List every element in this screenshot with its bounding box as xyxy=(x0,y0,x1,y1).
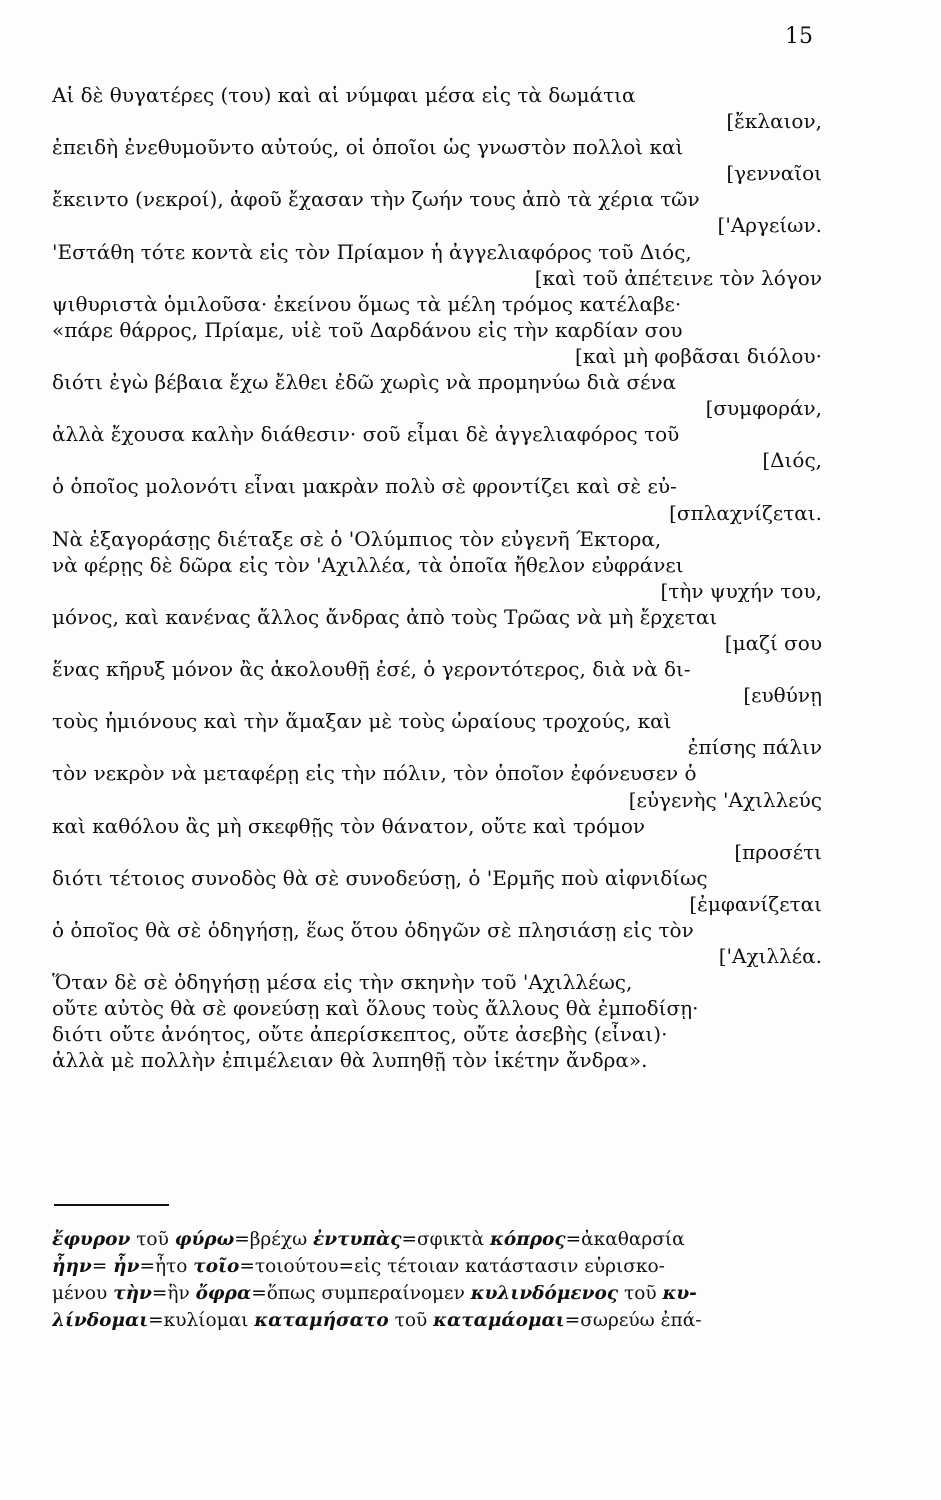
verse-continuation xyxy=(52,396,822,422)
verse-text: διότι οὔτε ἀνόητος, οὔτε ἀπερίσκεπτος, οὔτε ἀσεβὴς (εἶναι)· xyxy=(52,1022,668,1047)
glossary-term: ἦην xyxy=(52,1256,92,1277)
glossary-line xyxy=(52,1307,822,1334)
page-number: 15 xyxy=(785,24,813,49)
verse-line xyxy=(52,918,822,944)
verse-text: ἕνας κῆρυξ μόνον ἂς ἀκολουθῇ ἐσέ, ὁ γεροντότερος, διὰ νὰ δι- xyxy=(52,657,691,682)
verse-overflow-text: [ἐμφανίζεται xyxy=(689,891,822,916)
verse-line xyxy=(52,657,822,683)
verse-line xyxy=(52,970,822,996)
glossary-term: κυλινδόμενος xyxy=(470,1283,619,1304)
verse-text: ἀλλὰ μὲ πολλὴν ἐπιμέλειαν θὰ λυπηθῇ τὸν ἱκέτην ἄνδρα». xyxy=(52,1048,648,1073)
verse-continuation xyxy=(52,944,822,970)
glossary-term: ἐντυπὰς xyxy=(313,1229,402,1250)
verse-text: διότι τέτοιος συνοδὸς θὰ σὲ συνοδεύσῃ, ὁ 'Ερμῆς ποὺ αἰφνιδίως xyxy=(52,865,708,890)
glossary-term: ἔφυρον xyxy=(52,1229,131,1250)
glossary-definition: =τοιούτου=εἰς τέτοιαν κατάστασιν εὑρισκο- xyxy=(239,1256,665,1277)
glossary-definition: =ἀκαθαρσία xyxy=(565,1229,685,1250)
glossary-term: κυ- xyxy=(662,1283,697,1304)
verse-text: τοὺς ἡμιόνους καὶ τὴν ἅμαξαν μὲ τοὺς ὡραίους τροχούς, καὶ xyxy=(52,709,672,734)
verse-overflow-text: [ευθύνῃ xyxy=(743,683,822,708)
verse-continuation xyxy=(52,213,822,239)
verse-continuation xyxy=(52,161,822,187)
glossary-definition: =σωρεύω ἐπά- xyxy=(564,1310,702,1331)
verse-text: «πάρε θάρρος, Πρίαμε, υἱὲ τοῦ Δαρδάνου εἰς τὴν καρδίαν σου xyxy=(52,317,683,342)
glossary-term: φύρω xyxy=(174,1229,235,1250)
glossary-footnote xyxy=(52,1226,822,1334)
verse-text: ἔκειντο (νεκροί), ἀφοῦ ἔχασαν τὴν ζωήν τους ἀπὸ τὰ χέρια τῶν xyxy=(52,187,700,212)
verse-continuation xyxy=(52,266,822,292)
glossary-definition: = xyxy=(91,1256,114,1277)
verse-line xyxy=(52,605,822,631)
verse-text: διότι ἐγὼ βέβαια ἔχω ἔλθει ἐδῶ χωρὶς νὰ προμηνύω διὰ σένα xyxy=(52,370,677,395)
verse-text: Αἱ δὲ θυγατέρες (του) καὶ αἱ νύμφαι μέσα εἰς τὰ δωμάτια xyxy=(52,83,636,107)
glossary-definition: =ἣν xyxy=(151,1283,196,1304)
glossary-definition: =βρέχω xyxy=(234,1229,314,1250)
verse-line xyxy=(52,1022,822,1048)
verse-continuation xyxy=(52,788,822,814)
verse-continuation xyxy=(52,448,822,474)
verse-continuation xyxy=(52,735,822,761)
verse-text: ἐπειδὴ ἐνεθυμοῦντο αὐτούς, οἱ ὁποῖοι ὡς γνωστὸν πολλοὶ καὶ xyxy=(52,135,684,160)
glossary-term: τὴν xyxy=(113,1283,152,1304)
verse-continuation xyxy=(52,501,822,527)
glossary-term: καταμάομαι xyxy=(433,1310,565,1331)
verse-overflow-text: [ἔκλαιον, xyxy=(726,109,822,134)
verse-overflow-text: [καὶ τοῦ ἀπέτεινε τὸν λόγον xyxy=(534,265,822,290)
glossary-term: ὄφρα xyxy=(195,1283,252,1304)
verse-line xyxy=(52,527,822,553)
verse-line xyxy=(52,474,822,500)
verse-overflow-text: ἐπίσης πάλιν xyxy=(687,735,822,760)
verse-line xyxy=(52,135,822,161)
verse-line xyxy=(52,761,822,787)
verse-text: καὶ καθόλου ἂς μὴ σκεφθῇς τὸν θάνατον, οὔτε καὶ τρόμον xyxy=(52,813,646,838)
verse-overflow-text: ['Αργείων. xyxy=(717,213,822,238)
verse-continuation xyxy=(52,631,822,657)
verse-line xyxy=(52,318,822,344)
glossary-definition: τοῦ xyxy=(130,1229,175,1250)
verse-overflow-text: [μαζί σου xyxy=(724,630,822,655)
verse-text: ἀλλὰ ἔχουσα καλὴν διάθεσιν· σοῦ εἶμαι δὲ ἀγγελιαφόρος τοῦ xyxy=(52,422,680,447)
glossary-line xyxy=(52,1226,822,1253)
verse-continuation xyxy=(52,892,822,918)
verse-line xyxy=(52,814,822,840)
glossary-definition: =ὅπως συμπεραίνομεν xyxy=(251,1283,471,1304)
verse-continuation xyxy=(52,109,822,135)
verse-overflow-text: [γενναῖοι xyxy=(726,161,822,186)
poem-text xyxy=(52,83,822,1075)
glossary-definition: =κυλίομαι xyxy=(148,1310,255,1331)
footnote-divider xyxy=(54,1204,169,1206)
glossary-term: λίνδομαι xyxy=(52,1310,149,1331)
verse-line xyxy=(52,553,822,579)
verse-line xyxy=(52,996,822,1022)
glossary-line xyxy=(52,1280,822,1307)
verse-line xyxy=(52,866,822,892)
glossary-definition: =ἦτο xyxy=(139,1256,194,1277)
verse-line xyxy=(52,83,822,109)
glossary-definition: μένου xyxy=(52,1283,114,1304)
glossary-term: καταμήσατο xyxy=(254,1310,389,1331)
verse-line xyxy=(52,240,822,266)
verse-continuation xyxy=(52,683,822,709)
glossary-definition: τοῦ xyxy=(618,1283,663,1304)
verse-line xyxy=(52,292,822,318)
verse-text: οὔτε αὐτὸς θὰ σὲ φονεύσῃ καὶ ὅλους τοὺς ἄλλους θὰ ἐμποδίσῃ· xyxy=(52,996,699,1021)
glossary-term: ἦν xyxy=(113,1256,140,1277)
verse-text: τὸν νεκρὸν νὰ μεταφέρῃ εἰς τὴν πόλιν, τὸν ὁποῖον ἐφόνευσεν ὁ xyxy=(52,761,697,786)
verse-overflow-text: [προσέτι xyxy=(734,839,822,864)
glossary-definition: τοῦ xyxy=(388,1310,434,1331)
verse-text: ὁ ὁποῖος μολονότι εἶναι μακρὰν πολὺ σὲ φροντίζει καὶ σὲ εὐ- xyxy=(52,474,677,499)
verse-overflow-text: [συμφοράν, xyxy=(705,396,822,421)
verse-overflow-text: [Διός, xyxy=(762,448,822,473)
verse-continuation xyxy=(52,840,822,866)
verse-line xyxy=(52,1048,822,1074)
verse-text: Νὰ ἐξαγοράσῃς διέταξε σὲ ὁ 'Ολύμπιος τὸν εὐγενῆ Έκτορα, xyxy=(52,526,662,551)
verse-text: ὁ ὁποῖος θὰ σὲ ὁδηγήσῃ, ἕως ὅτου ὁδηγῶν σὲ πλησιάσῃ εἰς τὸν xyxy=(52,918,694,942)
verse-line xyxy=(52,709,822,735)
verse-text: Ὅταν δὲ σὲ ὁδηγήσῃ μέσα εἰς τὴν σκηνὴν τοῦ 'Αχιλλέως, xyxy=(52,970,633,995)
verse-text: μόνος, καὶ κανένας ἄλλος ἄνδρας ἀπὸ τοὺς Τρῶας νὰ μὴ ἔρχεται xyxy=(52,604,718,629)
verse-overflow-text: [τὴν ψυχήν του, xyxy=(660,578,822,603)
verse-continuation xyxy=(52,579,822,605)
verse-overflow-text: [καὶ μὴ φοβᾶσαι διόλου· xyxy=(575,343,822,368)
verse-text: νὰ φέρῃς δὲ δῶρα εἰς τὸν 'Αχιλλέα, τὰ ὁποῖα ἤθελον εὐφράνει xyxy=(52,552,684,577)
verse-continuation xyxy=(52,344,822,370)
verse-overflow-text: [εὐγενὴς 'Αχιλλεύς xyxy=(628,787,822,812)
verse-line xyxy=(52,370,822,396)
verse-overflow-text: [σπλαχνίζεται. xyxy=(669,500,822,525)
verse-text: ψιθυριστὰ ὁμιλοῦσα· ἐκείνου ὅμως τὰ μέλη τρόμος κατέλαβε· xyxy=(52,291,682,316)
verse-text: 'Εστάθη τότε κοντὰ εἰς τὸν Πρίαμον ἡ ἀγγελιαφόρος τοῦ Διός, xyxy=(52,239,692,264)
glossary-term: κόπρος xyxy=(489,1229,566,1250)
verse-overflow-text: ['Αχιλλέα. xyxy=(718,944,822,969)
glossary-term: τοῖο xyxy=(193,1256,240,1277)
glossary-line xyxy=(52,1253,822,1280)
verse-line xyxy=(52,422,822,448)
glossary-definition: =σφικτὰ xyxy=(401,1229,490,1250)
verse-line xyxy=(52,187,822,213)
